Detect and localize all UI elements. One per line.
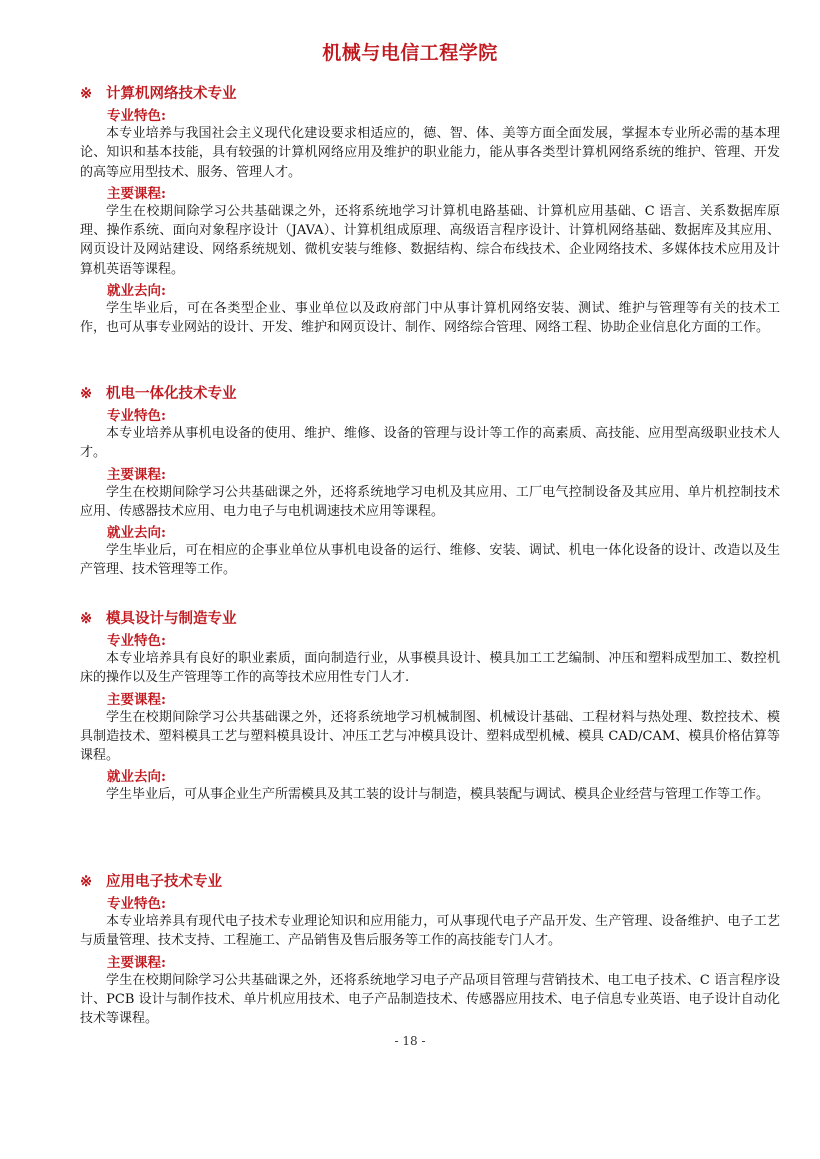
- feature-label: 专业特色:: [107, 896, 166, 912]
- major-section-applied-electronics: [80, 870, 780, 1028]
- feature-text: 本专业培养从事机电设备的使用、维护、维修、设备的管理与设计等工作的高素质、高技能、应用型高级职业技术人才。: [80, 426, 780, 461]
- feature-text: 本专业培养具有现代电子技术专业理论知识和应用能力，可从事现代电子产品开发、生产管理、设备维护、电子工艺与质量管理、技术支持、工程施工、产品销售及售后服务等工作的高技能专门人才。: [80, 914, 780, 949]
- major-section-computer-network: [80, 82, 780, 338]
- page-number: - 18 -: [394, 1034, 426, 1048]
- reference-mark-icon: ※: [80, 873, 93, 890]
- feature-label: 专业特色:: [107, 108, 166, 124]
- career-text: 学生毕业后，可从事企业生产所需模具及其工装的设计与制造，模具装配与调试、模具企业经营与管理工作等工作。: [106, 787, 770, 803]
- feature-text: 本专业培养具有良好的职业素质，面向制造行业，从事模具设计、模具加工工艺编制、冲压和塑料成型加工、数控机床的操作以及生产管理等工作的高等技术应用性专门人才.: [80, 651, 780, 686]
- career-label: 就业去向:: [107, 525, 166, 542]
- reference-mark-icon: ※: [80, 85, 93, 102]
- major-title: 计算机网络技术专业: [106, 85, 237, 102]
- course-label: 主要课程:: [107, 954, 166, 971]
- course-label: 主要课程:: [107, 185, 166, 202]
- page-title: 机械与电信工程学院: [322, 42, 498, 64]
- course-label: 主要课程:: [107, 691, 166, 708]
- course-label: 主要课程:: [107, 466, 166, 483]
- course-text: 学生在校期间除学习公共基础课之外，还将系统地学习电子产品项目管理与营销技术、电工电子技术、C 语言程序设计、PCB 设计与制作技术、单片机应用技术、电子产品制造技术、传感器应用技术、电子信息专业英语、电子设计自动化技术等课程。: [80, 972, 780, 1027]
- major-title: 模具设计与制造专业: [106, 610, 237, 627]
- major-heading: [80, 870, 780, 892]
- major-title: 应用电子技术专业: [106, 873, 222, 890]
- career-label: 就业去向:: [107, 283, 166, 300]
- reference-mark-icon: ※: [80, 385, 93, 402]
- major-section-mechatronics: [80, 382, 780, 580]
- major-heading: [80, 382, 780, 404]
- major-title: 机电一体化技术专业: [106, 385, 237, 402]
- course-text: 学生在校期间除学习公共基础课之外，还将系统地学习机械制图、机械设计基础、工程材料与热处理、数控技术、模具制造技术、塑料模具工艺与塑料模具设计、冲压工艺与冲模具设计、塑料成型机械、模具 CAD/CAM、模具价格估算等课程。: [80, 709, 780, 764]
- course-text: 学生在校期间除学习公共基础课之外，还将系统地学习计算机电路基础、计算机应用基础、C 语言、关系数据库原理、操作系统、面向对象程序设计（JAVA）、计算机组成原理、高级语言程序设计、计算机网络基础、数据库及其应用、网页设计及网站建设、网络系统规划、微机安装与维修、数据结构、综合布线技术、企业网络技术、多媒体技术应用及计算机英语等课程。: [80, 203, 780, 277]
- feature-label: 专业特色:: [107, 408, 166, 424]
- feature-label: 专业特色:: [107, 633, 166, 649]
- major-heading: [80, 607, 780, 629]
- career-text: 学生毕业后，可在各类型企业、事业单位以及政府部门中从事计算机网络安装、测试、维护与管理等有关的技术工作，也可从事专业网站的设计、开发、维护和网页设计、制作、网络综合管理、网络工程、协助企业信息化方面的工作。: [80, 301, 780, 336]
- career-text: 学生毕业后，可在相应的企事业单位从事机电设备的运行、维修、安装、调试、机电一体化设备的设计、改造以及生产管理、技术管理等工作。: [80, 543, 780, 578]
- major-section-mold-design: [80, 607, 780, 805]
- reference-mark-icon: ※: [80, 610, 93, 627]
- course-text: 学生在校期间除学习公共基础课之外，还将系统地学习电机及其应用、工厂电气控制设备及其应用、单片机控制技术应用、传感器技术应用、电力电子与电机调速技术应用等课程。: [80, 484, 780, 519]
- major-heading: [80, 82, 780, 104]
- career-label: 就业去向:: [107, 769, 166, 786]
- feature-text: 本专业培养与我国社会主义现代化建设要求相适应的，德、智、体、美等方面全面发展，掌握本专业所必需的基本理论、知识和基本技能，具有较强的计算机网络应用及维护的职业能力，能从事各类型计算机网络系统的维护、管理、开发的高等应用型技术、服务、管理人才。: [80, 126, 780, 180]
